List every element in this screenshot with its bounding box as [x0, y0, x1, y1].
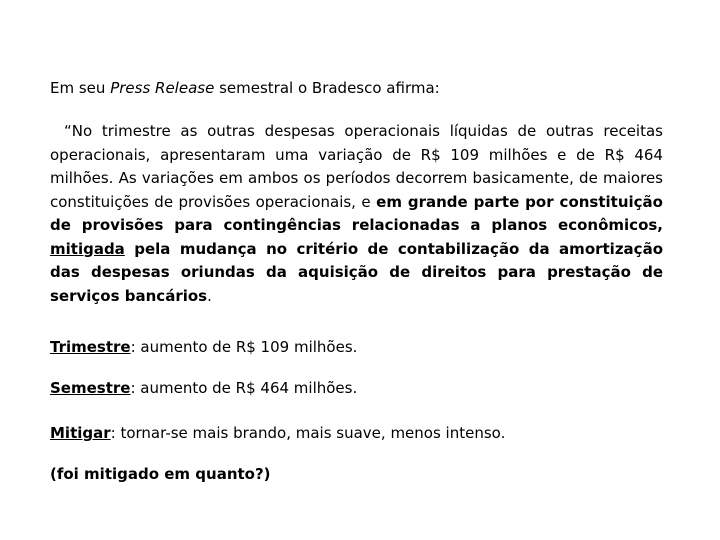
definition-trimestre	[50, 336, 670, 358]
quote-bold-2: pela mudança no critério de contabilização da amortização das despesas oriundas da aquisição de direitos para prestação de serviços bancários	[50, 239, 663, 305]
definition-semestre	[50, 377, 670, 399]
intro-suffix: semestral o Bradesco afirma:	[214, 79, 440, 97]
definition-text: : tornar-se mais brando, mais suave, menos intenso.	[110, 424, 506, 442]
question-line: (foi mitigado em quanto?)	[50, 465, 271, 483]
quote-end: .	[207, 286, 212, 305]
definition-text: : aumento de R$ 464 milhões.	[130, 379, 358, 397]
definition-text: : aumento de R$ 109 milhões.	[130, 338, 358, 356]
quote-bold-1: em grande parte por constituição de provisões para contingências relacionadas a planos econômicos,	[50, 192, 663, 234]
bradesco-quote	[50, 120, 663, 308]
intro-line	[50, 77, 670, 99]
intro-prefix: Em seu	[50, 79, 111, 97]
definition-term: Semestre	[50, 379, 131, 397]
definition-term: Trimestre	[50, 338, 131, 356]
quote-mitigada: mitigada	[50, 239, 125, 258]
definition-mitigar	[50, 422, 670, 444]
definition-term: Mitigar	[50, 424, 111, 442]
quote-part-1: “No trimestre as outras despesas operacionais líquidas de outras receitas operacionais, apresentaram uma variação de R$ 109 milhões e de R$ 464 milhões. As variações em ambos os períodos decorrem basicamente, de maiores constituições de provisões operacionais, e	[50, 122, 663, 211]
press-release-term: Press Release	[110, 79, 215, 97]
